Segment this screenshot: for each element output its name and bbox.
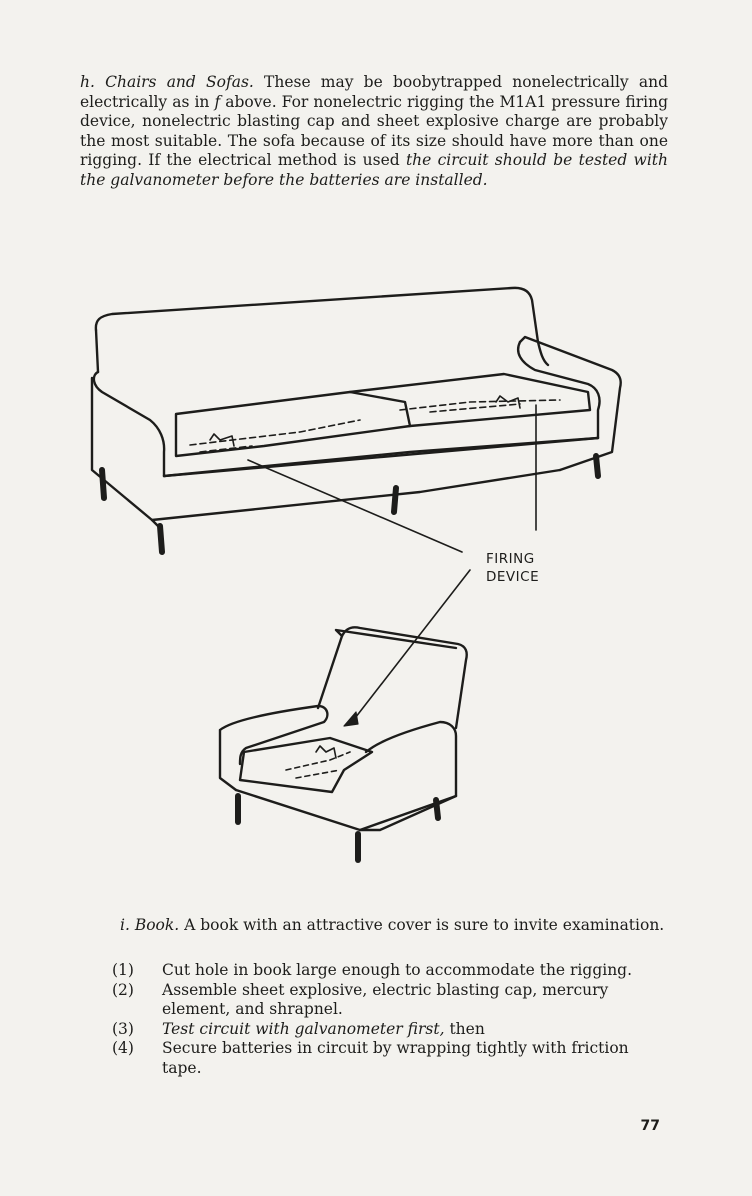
sofa-leg	[394, 488, 396, 512]
step-number: (3)	[112, 1019, 134, 1038]
paragraph-text: A book with an attractive cover is sure to invite examination.	[179, 916, 665, 934]
step-text: Cut hole in book large enough to accommodate the rigging.	[162, 961, 633, 979]
list-item	[112, 1039, 668, 1078]
chair-back	[318, 627, 467, 728]
emphasized-text: the circuit should be tested with the galvanometer before the batteries are installed.	[80, 151, 668, 189]
sofa-left-arm	[94, 372, 164, 476]
list-item	[112, 1020, 668, 1040]
sofa-right-arm	[518, 342, 599, 438]
paragraph-book	[80, 916, 668, 936]
section-title: Chairs and Sofas.	[105, 73, 254, 91]
callout-line	[352, 570, 470, 722]
paragraph-text: above. For nonelectric rigging the M1A1 pressure firing device, nonelectric blasting cap and sheet explosive charge are probably the most suitable. The sofa because of its size should have more than one rigging. If the electrical method is used	[80, 92, 669, 170]
sofa-leg	[102, 470, 104, 498]
reference-letter: f	[214, 92, 221, 111]
page-number: 77	[640, 1118, 660, 1134]
sofa-leg	[596, 456, 598, 476]
section-label: h.	[80, 73, 95, 91]
list-item	[112, 961, 668, 981]
chair-leg	[436, 800, 438, 818]
emphasized-text: Test circuit with galvanometer first,	[162, 1019, 445, 1038]
step-text: Secure batteries in circuit by wrapping tightly with friction tape.	[162, 1039, 629, 1077]
callout-label-line1: FIRING	[486, 551, 535, 567]
section-label: i.	[120, 916, 130, 934]
steps-list	[112, 961, 668, 1079]
step-text: Assemble sheet explosive, electric blasting cap, mercury element, and shrapnel.	[162, 980, 609, 1019]
sofa-back	[96, 288, 548, 365]
section-title: Book.	[134, 916, 180, 934]
step-number: (2)	[112, 980, 134, 999]
step-number: (1)	[112, 961, 134, 979]
callout-label-line2: DEVICE	[486, 569, 540, 585]
step-number: (4)	[112, 1039, 134, 1058]
sofa-left-cushion	[176, 392, 410, 456]
step-text	[162, 1020, 668, 1040]
step-text-rest: then	[444, 1019, 485, 1038]
list-item	[112, 981, 668, 1020]
paragraph-text: These may be boobytrapped nonelectrically and electrically as in	[80, 73, 668, 111]
sofa-leg	[160, 526, 162, 552]
